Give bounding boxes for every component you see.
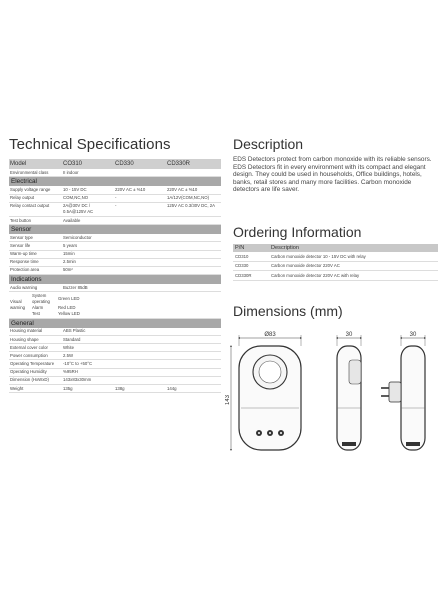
spec-row-value [166,284,221,292]
spec-row-label: Warm-up time [9,250,62,258]
spec-row-value [114,335,166,343]
visual-warning-item-label: Alarm [32,304,44,310]
visual-warning-item-value: Green LED [58,295,80,301]
tech-specs-section [9,136,221,393]
spec-row [9,266,221,274]
spec-row [9,258,221,266]
description-title: Description [233,136,304,152]
ordering-desc: Carbon monoxide detector 10 - 15V DC with relay [269,252,438,261]
spec-row-value [114,258,166,266]
spec-row-value [114,368,166,376]
spec-row-label: Supply voltage range [9,186,62,194]
spec-row-value [166,376,221,384]
spec-row [9,186,221,194]
spec-row-value [114,352,166,360]
spec-row [9,202,221,216]
front-ring-inner [259,361,281,383]
model-header-cell: CD330R [166,159,221,169]
spec-row-value: COM,NC,NO [62,194,114,202]
side-view-b [381,332,425,450]
spec-row-value [114,250,166,258]
spec-row [9,376,221,384]
ordering-header-cell: P/N [233,244,269,252]
model-header-row [9,159,221,169]
spec-row [9,242,221,250]
ordering-header-cell: Description [269,244,438,252]
spec-row-value [114,266,166,274]
spec-row-value [114,376,166,384]
spec-row [9,360,221,368]
visual-warning-cell [9,292,221,318]
spec-row [9,234,221,242]
spec-row-label: Relay output [9,194,62,202]
spec-row-value [114,328,166,336]
visual-warning-item [32,293,80,305]
spec-row-value: 143x83x30mm [62,376,114,384]
spec-row [9,250,221,258]
spec-row-value: 1A/12V(COM,NC,NO) [166,194,221,202]
spec-section-label: Electrical [9,177,221,187]
visual-warning-item-label: System operating [32,292,50,304]
spec-row-value: White [62,344,114,352]
spec-row-value: 2A@30V DC / 0.5A@125V AC [62,202,114,216]
spec-section-header [9,177,221,187]
spec-row-label: Sensor life [9,242,62,250]
ordering-row [233,271,438,280]
spec-row-value [166,368,221,376]
spec-section-header [9,225,221,235]
spec-section-header [9,275,221,285]
spec-row [9,216,221,224]
spec-section-label: Indications [9,275,221,285]
spec-row-label: Operating Temperature [9,360,62,368]
spec-row [9,169,221,177]
ordering-pn: CD310 [233,252,269,261]
spec-row-value: 220V AC ± %10 [114,186,166,194]
spec-row-value [114,360,166,368]
front-view [225,332,301,450]
tech-specs-title: Technical Specifications [9,136,171,153]
led-dot-icon [269,432,271,434]
ordering-row [233,252,438,261]
spec-row-label: Power consumption [9,352,62,360]
depth-dimension-label: 30 [345,332,353,338]
ordering-title: Ordering Information [233,224,362,240]
spec-row-value [114,284,166,292]
spec-row-label: Dimension (HxWxD) [9,376,62,384]
tech-specs-table [9,159,221,393]
spec-row-value: Available [62,216,114,224]
visual-warning-item-value: Yellow LED [58,311,80,317]
ordering-desc: Carbon monoxide detector 220V AC with relay [269,271,438,280]
side-vent [406,442,420,446]
spec-row-value: 125V AC 0.3/30V DC, 2A [166,202,221,216]
spec-row-value: Standard [62,335,114,343]
spec-row [9,385,221,393]
spec-row [9,368,221,376]
spec-row-value [166,352,221,360]
spec-row-label: Environmental class [9,169,62,177]
visual-warning-item-value: Red LED [58,304,76,310]
spec-row-value [166,242,221,250]
spec-row-label: Operating Humidity [9,368,62,376]
spec-row-value: II indoor [62,169,114,177]
spec-row-value [166,250,221,258]
spec-row-value: 10 - 15V DC [62,186,114,194]
spec-row-value [114,234,166,242]
spec-row-value: -10°C to +50°C [62,360,114,368]
ordering-pn: CD330R [233,271,269,280]
spec-row-visual-warning [9,292,221,318]
spec-row-value [166,266,221,274]
spec-row-value [166,169,221,177]
spec-row-value [166,234,221,242]
spec-row-label: Sensor type [9,234,62,242]
spec-row-label: External cover color [9,344,62,352]
spec-row-value [114,242,166,250]
spec-row-value: 50m² [62,266,114,274]
spec-row [9,335,221,343]
spec-row-value: Semiconductor [62,234,114,242]
model-header-cell: CD330 [114,159,166,169]
side-sensor-cap [349,360,361,384]
spec-row-label: Housing material [9,328,62,336]
spec-row [9,284,221,292]
ordering-desc: Carbon monoxide detector 220V AC [269,261,438,270]
spec-row-value [166,216,221,224]
height-dimension-label: 143 [225,394,231,406]
spec-row-value [114,169,166,177]
spec-row-value: 2.5W [62,352,114,360]
spec-row-value [166,258,221,266]
spec-row-value: - [114,194,166,202]
visual-warning-item-label: Test [32,310,40,316]
spec-row-value: 144g [166,385,221,393]
spec-row-value: 220V AC ± %10 [166,186,221,194]
spec-row [9,328,221,336]
spec-section-label: General [9,318,221,328]
spec-row [9,344,221,352]
description-text: EDS Detectors protect from carbon monoxide with its reliable sensors. EDS Detectors fit in every environment with its compact and elegant design. They could be used in households, Office buildings, hotels, banks, retail stores and many more facilities. Carbon monoxide detectors are life saver. [233,156,432,194]
spec-row-value [166,335,221,343]
visual-warning-item [32,311,80,317]
spec-row-value [114,344,166,352]
spec-row-value: 5 years [62,242,114,250]
plug-body [389,382,401,402]
spec-section-label: Sensor [9,225,221,235]
spec-row-label: Protection area [9,266,62,274]
spec-row-value [166,328,221,336]
spec-row-value [114,216,166,224]
description-section [233,136,438,194]
dimensions-drawing [225,330,437,460]
spec-row-label: Audio warning [9,284,62,292]
led-dot-icon [258,432,260,434]
visual-warning-label: Visual warning [10,298,26,310]
side-vent [342,442,356,446]
spec-row-value: 138g [114,385,166,393]
spec-row-value: ABS Plastic [62,328,114,336]
spec-section-header [9,318,221,328]
spec-row [9,194,221,202]
spec-row-value: - [114,202,166,216]
spec-row-label: Housing shape [9,335,62,343]
spec-row [9,352,221,360]
ordering-row [233,261,438,270]
spec-row-label: Relay contact output [9,202,62,216]
ordering-header-row [233,244,438,252]
spec-row-value [166,344,221,352]
side-view-a [337,332,361,450]
spec-row-value: Buzzer 85dB [62,284,114,292]
spec-row-label: Test button [9,216,62,224]
spec-row-value: 135g [62,385,114,393]
spec-row-value: %95RH [62,368,114,376]
ordering-pn: CD330 [233,261,269,270]
model-header-cell: CO310 [62,159,114,169]
spec-row-label: Response time [9,258,62,266]
spec-row-label: Weight [9,385,62,393]
depth-dimension-label: 30 [409,332,417,338]
spec-row-value [166,360,221,368]
side-housing-plug [401,346,425,450]
dimensions-title: Dimensions (mm) [233,303,343,319]
width-dimension-label: Ø83 [264,332,276,338]
led-dot-icon [280,432,282,434]
model-header-cell: Model [9,159,62,169]
spec-row-value: 15min [62,250,114,258]
ordering-table [233,244,438,281]
spec-row-value: 2.5min [62,258,114,266]
